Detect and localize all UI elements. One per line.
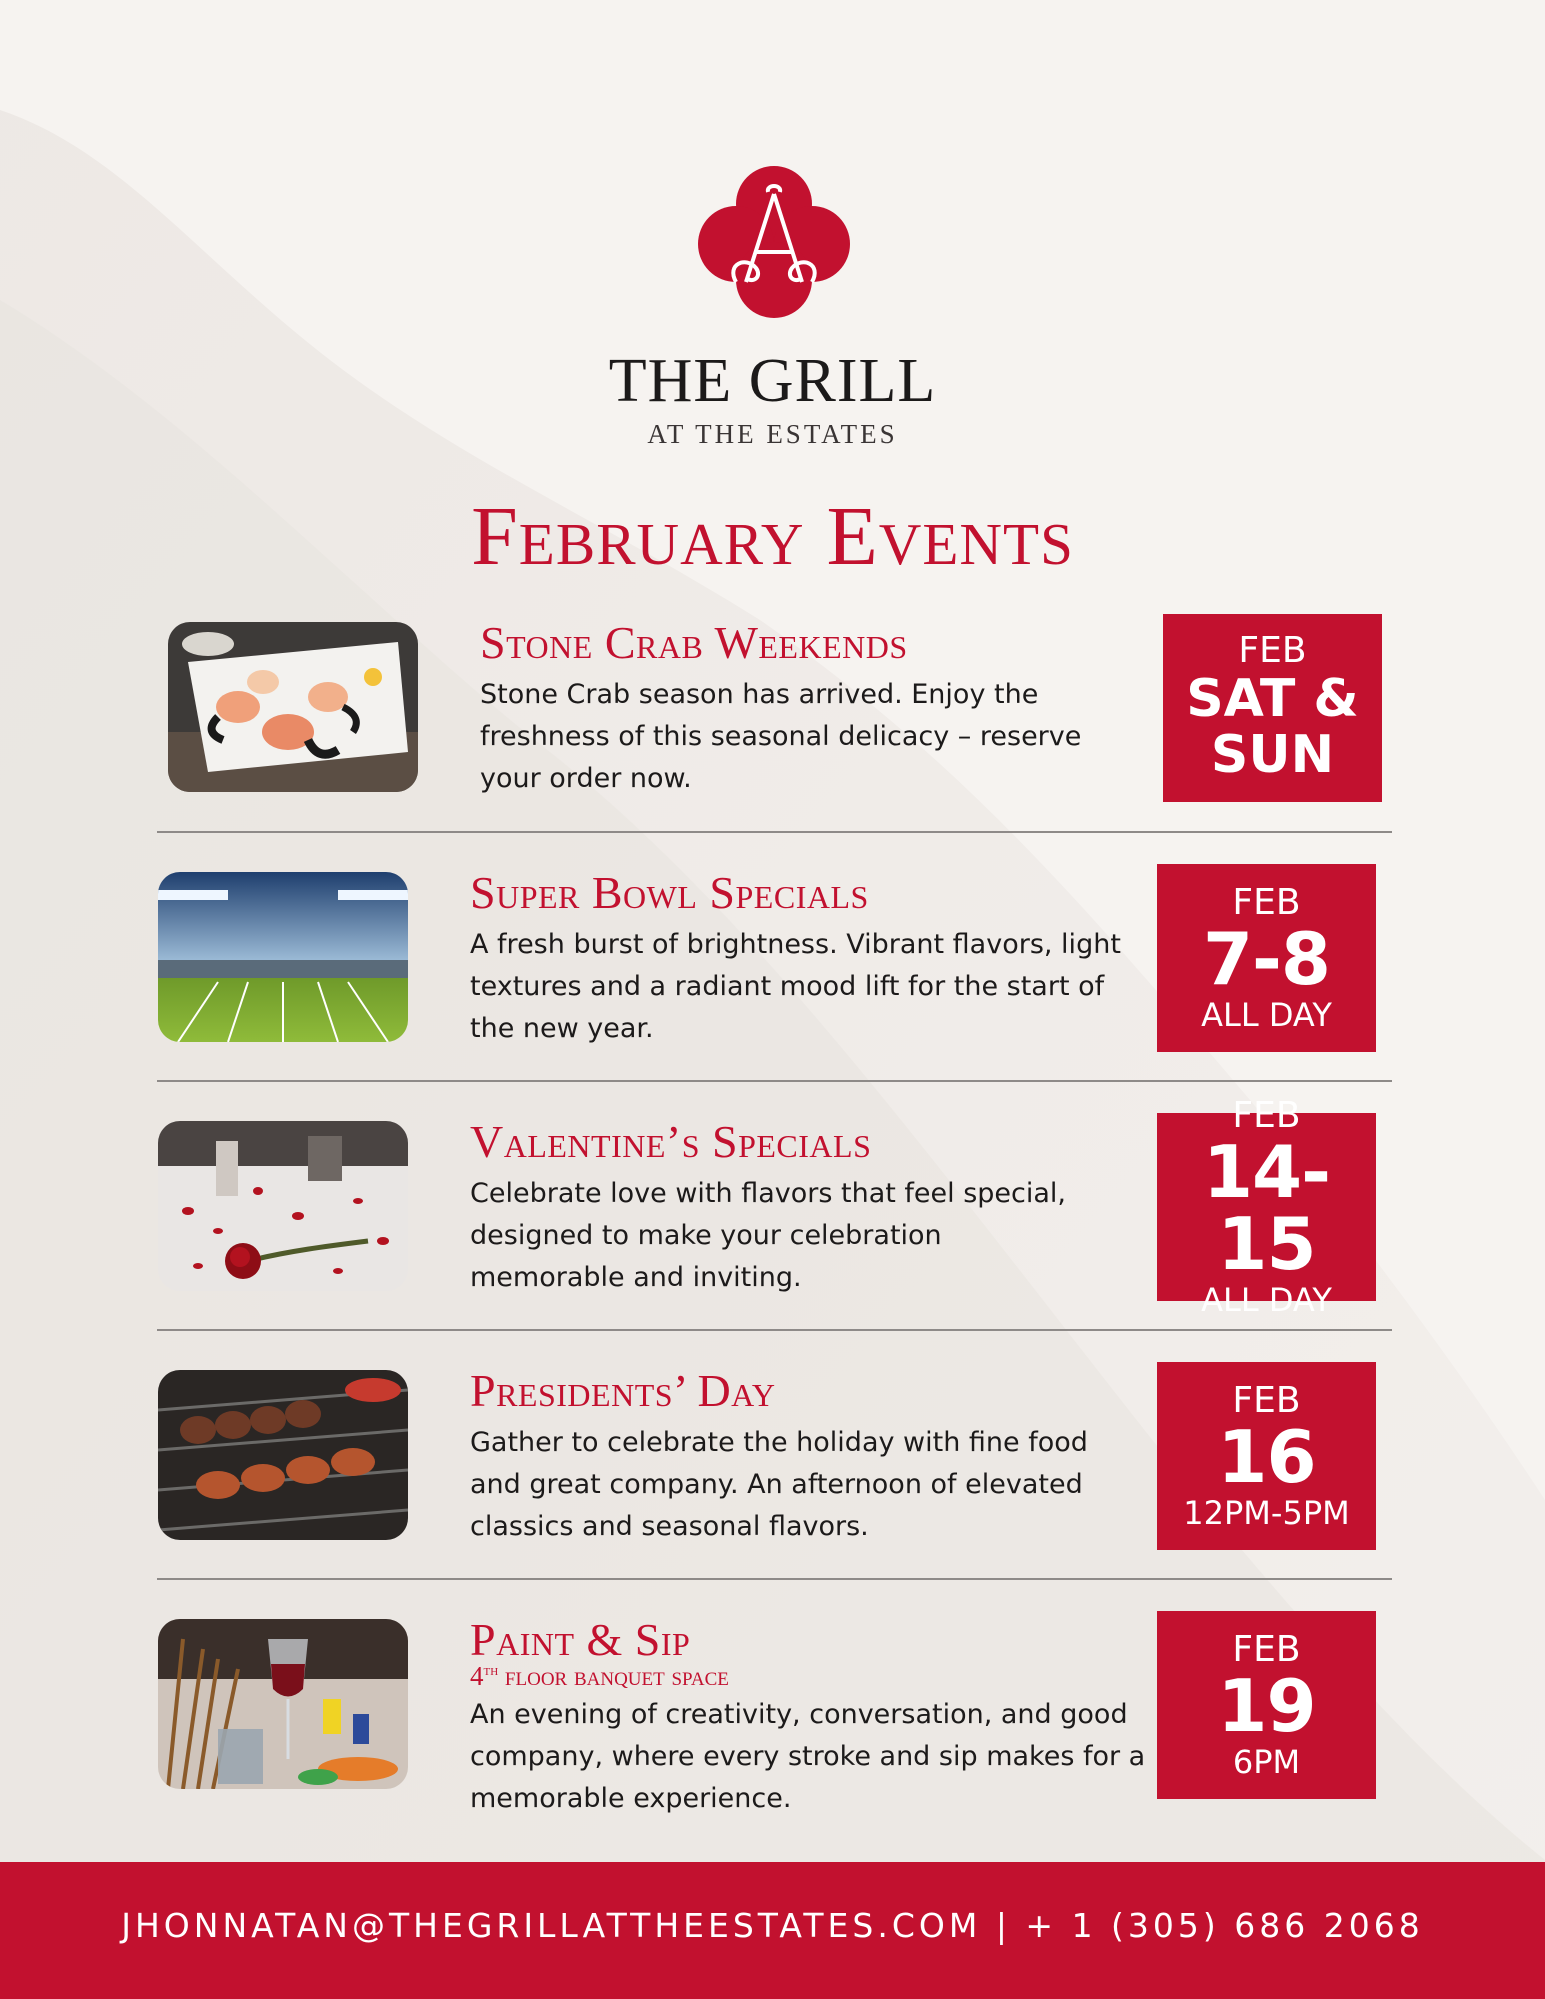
event-title: Valentine’s Specials — [470, 1116, 872, 1167]
event-date-badge — [1157, 1362, 1376, 1550]
date-day: 19 — [1217, 1664, 1316, 1748]
location-label: floor banquet space — [504, 1661, 729, 1691]
brand-title: THE GRILL — [608, 347, 937, 415]
date-day: 7-8 — [1202, 917, 1331, 1001]
quatrefoil-monogram-a-logo — [696, 164, 852, 320]
event-text — [470, 1116, 1150, 1299]
footer-contact: JHONNATAN@THEGRILLATTHEESTATES.COM | + 1 (305) 686 2068 — [121, 1906, 1424, 1945]
date-time: ALL DAY — [1201, 996, 1332, 1034]
event-description: Stone Crab season has arrived. Enjoy the freshness of this seasonal delicacy – reserve your order now. — [480, 679, 1082, 794]
page-title: February Events — [471, 490, 1074, 583]
stone-crab-claws-photo — [168, 622, 418, 792]
event-location — [470, 1663, 1150, 1690]
event-title: Paint & Sip — [470, 1614, 691, 1665]
paint-brushes-wine-photo — [158, 1619, 408, 1789]
event-date-badge — [1157, 1611, 1376, 1799]
event-date-badge — [1157, 1095, 1376, 1319]
grilled-skewers-photo — [158, 1370, 408, 1540]
divider — [157, 1080, 1392, 1082]
event-card-stone-crab — [0, 612, 1545, 812]
date-day: SAT & SUN — [1186, 669, 1359, 785]
rose-petals-table-photo — [158, 1121, 408, 1291]
date-month: FEB — [1238, 630, 1307, 671]
football-stadium-photo — [158, 872, 408, 1042]
date-month: FEB — [1232, 1380, 1301, 1421]
date-day: 14-15 — [1202, 1130, 1331, 1286]
event-title: Stone Crab Weekends — [480, 617, 908, 668]
date-month: FEB — [1232, 1629, 1301, 1670]
floor-number: 4 — [470, 1661, 484, 1691]
floor-ordinal-suffix: th — [483, 1662, 499, 1679]
date-time: ALL DAY — [1201, 1281, 1332, 1319]
event-title: Presidents’ Day — [470, 1365, 776, 1416]
event-description: Gather to celebrate the holiday with fine food and great company. An afternoon of elevated classics and seasonal flavors. — [470, 1427, 1088, 1542]
event-card-super-bowl — [0, 862, 1545, 1062]
date-time: 6PM — [1232, 1743, 1301, 1781]
date-day: 16 — [1217, 1415, 1316, 1499]
divider — [157, 1578, 1392, 1580]
brand-subtitle: AT THE ESTATES — [647, 419, 898, 449]
divider — [157, 1329, 1392, 1331]
event-text — [470, 867, 1150, 1050]
event-description: Celebrate love with flavors that feel special, designed to make your celebration memorable and inviting. — [470, 1178, 1067, 1293]
date-time: 12PM-5PM — [1183, 1494, 1350, 1532]
event-card-valentines — [0, 1095, 1545, 1319]
divider — [157, 831, 1392, 833]
event-text — [480, 617, 1160, 800]
event-date-badge — [1157, 864, 1376, 1052]
event-date-badge — [1163, 614, 1382, 802]
event-card-paint-and-sip — [0, 1609, 1545, 1814]
event-title: Super Bowl Specials — [470, 867, 869, 918]
event-description: A fresh burst of brightness. Vibrant flavors, light textures and a radiant mood lift for the start of the new year. — [470, 929, 1121, 1044]
event-text — [470, 1365, 1150, 1548]
date-month: FEB — [1232, 1095, 1301, 1136]
event-card-presidents-day — [0, 1360, 1545, 1560]
date-month: FEB — [1232, 882, 1301, 923]
event-text — [470, 1614, 1150, 1820]
event-description: An evening of creativity, conversation, and good company, where every stroke and sip makes for a memorable experience. — [470, 1699, 1146, 1814]
